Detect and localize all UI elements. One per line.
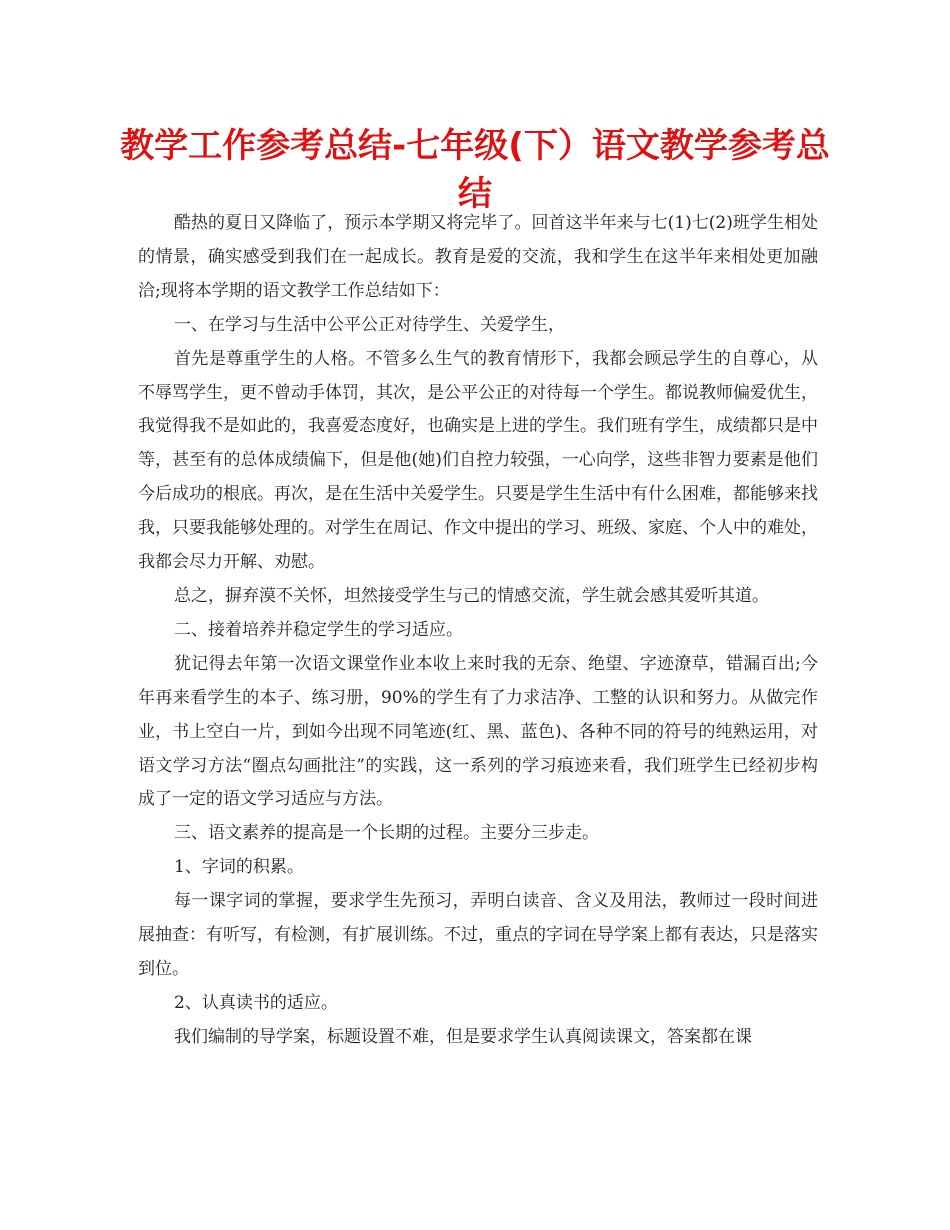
paragraph-vocabulary: 每一课字词的掌握，要求学生先预习，弄明白读音、含义及用法，教师过一段时间进展抽查：有听写，有检测，有扩展训练。不过，重点的字词在导学案上都有表达，只是落实到位。 xyxy=(138,891,818,979)
heading-section-2: 二、接着培养并稳定学生的学习适应。 xyxy=(174,619,463,640)
document-body xyxy=(138,207,818,1055)
heading-step-1: 1、字词的积累。 xyxy=(174,857,304,878)
document-title: 教学工作参考总结-七年级(下）语文教学参考总结 xyxy=(120,126,830,214)
paragraph-reading: 我们编制的导学案，标题设置不难，但是要求学生认真阅读课文，答案都在课 xyxy=(174,1026,752,1047)
paragraph-habits: 犹记得去年第一次语文课堂作业本收上来时我的无奈、绝望、字迹潦草，错漏百出;今年再来看学生的本子、练习册，90%的学生有了力求洁净、工整的认识和努力。从做完作业，书上空白一片，到如今出现不同笔迹(红、黑、蓝色)、各种不同的符号的纯熟运用，对语文学习方法“圈点勾画批注”的实践，这一系列的学习痕迹来看，我们班学生已经初步构成了一定的语文学习适应与方法。 xyxy=(138,653,818,810)
paragraph-intro: 酷热的夏日又降临了，预示本学期又将完毕了。回首这半年来与七(1)七(2)班学生相处的情景，确实感受到我们在一起成长。教育是爱的交流，我和学生在这半年来相处更加融洽;现将本学期的语文教学工作总结如下： xyxy=(138,213,818,301)
paragraph-summary: 总之，摒弃漠不关怀，坦然接受学生与己的情感交流，学生就会感其爱听其道。 xyxy=(174,585,769,606)
paragraph-respect: 首先是尊重学生的人格。不管多么生气的教育情形下，我都会顾忌学生的自尊心，从不辱骂学生，更不曾动手体罚，其次，是公平公正的对待每一个学生。都说教师偏爱优生，我觉得我不是如此的，我喜爱态度好，也确实是上进的学生。我们班有学生，成绩都只是中等，甚至有的总体成绩偏下，但是他(她)们自控力较强，一心向学，这些非智力要素是他们今后成功的根底。再次，是在生活中关爱学生。只要是学生生活中有什么困难，都能够来找我，只要我能够处理的。对学生在周记、作文中提出的学习、班级、家庭、个人中的难处，我都会尽力开解、劝慰。 xyxy=(138,348,818,573)
heading-step-2: 2、认真读书的适应。 xyxy=(174,992,338,1013)
heading-section-3: 三、语文素养的提高是一个长期的过程。主要分三步走。 xyxy=(174,823,599,844)
heading-section-1: 一、在学习与生活中公平公正对待学生、关爱学生， xyxy=(174,314,565,335)
